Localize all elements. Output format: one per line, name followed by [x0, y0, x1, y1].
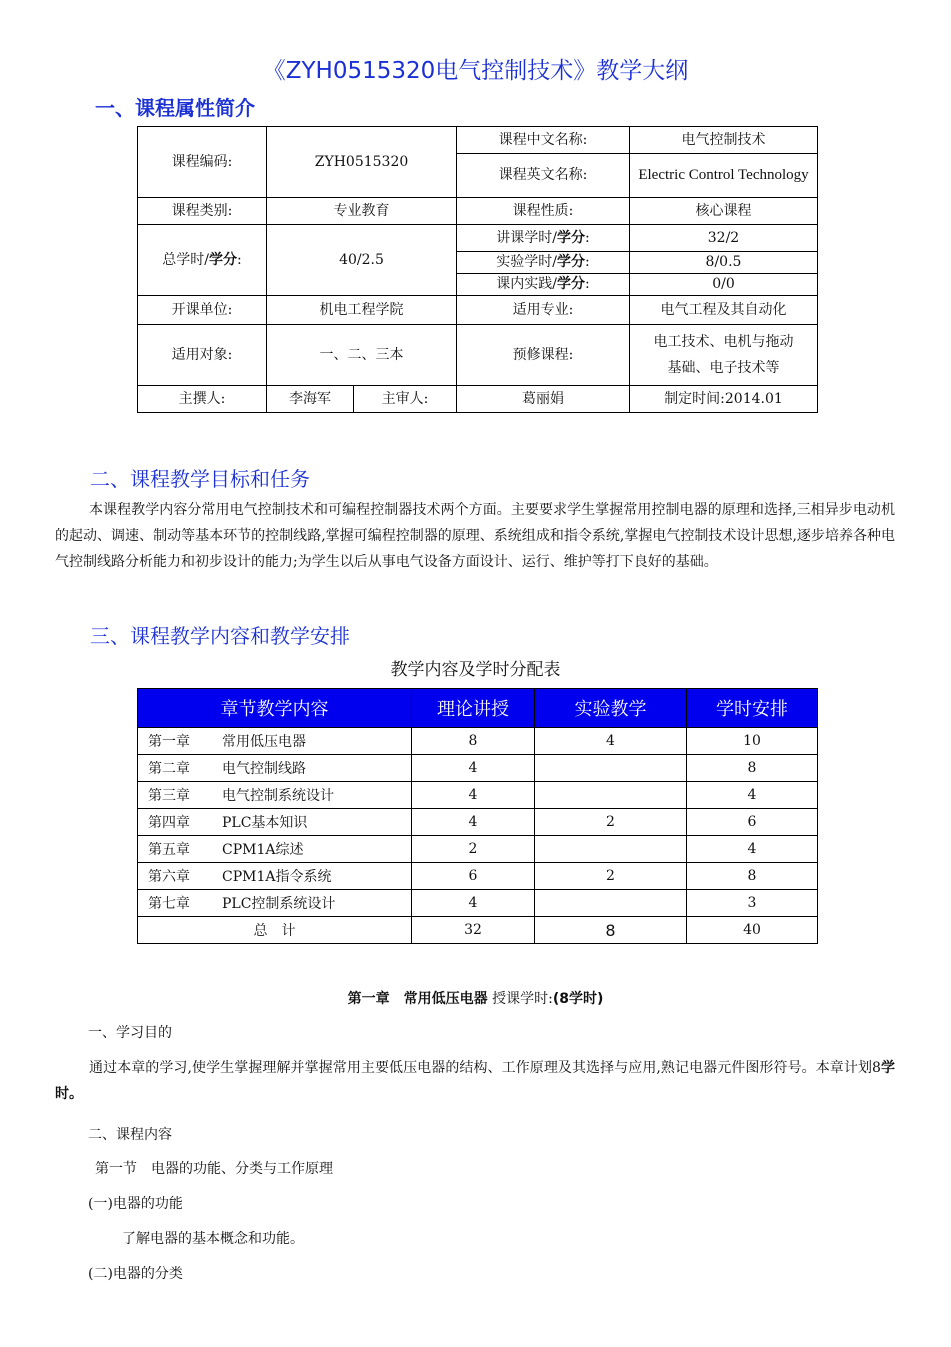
- content-heading: 二、课程内容: [88, 1127, 172, 1143]
- lab-cell: 2: [535, 809, 687, 836]
- theory-cell: 4: [412, 782, 535, 809]
- lab-cell: [535, 836, 687, 863]
- theory-cell: 2: [412, 836, 535, 863]
- goal-paragraph: 通过本章的学习,使学生掌握理解并掌握常用主要低压电器的结构、工作原理及其选择与应用,熟记电器元件图形符号。本章计划8学时。: [55, 1060, 895, 1102]
- header-hours: 学时安排: [687, 689, 818, 728]
- target-value: 一、二、三本: [267, 325, 457, 386]
- major-value: 电气工程及其自动化: [630, 296, 818, 325]
- chapter-cell: 第五章 CPM1A综述: [138, 836, 412, 863]
- total-cell: 4: [687, 836, 818, 863]
- section-heading-course-attributes: 一、课程属性简介: [95, 96, 255, 120]
- chapter-cell: 第二章 电气控制线路: [138, 755, 412, 782]
- total-hours-label: 总学时/学分:: [138, 225, 267, 296]
- total-cell: 10: [687, 728, 818, 755]
- total-cell: 4: [687, 782, 818, 809]
- chapter-title-bold: 第一章 常用低压电器: [347, 991, 488, 1007]
- cn-name-value: 电气控制技术: [630, 127, 818, 154]
- schedule-row: [138, 863, 818, 890]
- reviewer-label: 主审人:: [354, 386, 457, 413]
- theory-cell: 8: [412, 728, 535, 755]
- target-label: 适用对象:: [138, 325, 267, 386]
- prereq-line-1: 电工技术、电机与拖动: [653, 334, 794, 350]
- schedule-row: [138, 809, 818, 836]
- en-name-label: 课程英文名称:: [457, 154, 630, 198]
- course-info-table: [137, 126, 818, 413]
- cn-name-label: 课程中文名称:: [457, 127, 630, 154]
- total-lab: 8: [535, 917, 687, 944]
- total-label: 总 计: [138, 917, 412, 944]
- nature-label: 课程性质:: [457, 198, 630, 225]
- major-label: 适用专业:: [457, 296, 630, 325]
- total-cell: 6: [687, 809, 818, 836]
- total-cell: 8: [687, 863, 818, 890]
- schedule-row: [138, 782, 818, 809]
- goal-heading: 一、学习目的: [88, 1025, 172, 1041]
- chapter-cell: 第四章 PLC基本知识: [138, 809, 412, 836]
- nature-value: 核心课程: [630, 198, 818, 225]
- subsection-1-text: 了解电器的基本概念和功能。: [122, 1231, 304, 1247]
- prereq-value: [630, 325, 818, 386]
- header-lab: 实验教学: [535, 689, 687, 728]
- schedule-row: [138, 755, 818, 782]
- schedule-caption: 教学内容及学时分配表: [390, 660, 561, 680]
- en-name-value: Electric Control Technology: [630, 154, 818, 198]
- theory-cell: 4: [412, 890, 535, 917]
- practice-hours-value: 0/0: [630, 274, 818, 296]
- total-cell: 3: [687, 890, 818, 917]
- lab-hours-label: 实验学时/学分:: [457, 252, 630, 274]
- lecture-hours-value: 32/2: [630, 225, 818, 252]
- chapter-title-hours: (8学时): [552, 991, 604, 1007]
- prereq-label: 预修课程:: [457, 325, 630, 386]
- subsection-2-heading: (二)电器的分类: [88, 1266, 183, 1282]
- lab-cell: 2: [535, 863, 687, 890]
- schedule-table: [137, 688, 818, 944]
- lab-hours-value: 8/0.5: [630, 252, 818, 274]
- author-label: 主撰人:: [138, 386, 267, 413]
- total-hours: 40: [687, 917, 818, 944]
- section-heading-goals: 二、课程教学目标和任务: [90, 467, 310, 491]
- header-theory: 理论讲授: [412, 689, 535, 728]
- code-value: ZYH0515320: [267, 127, 457, 198]
- practice-hours-label: 课内实践/学分:: [457, 274, 630, 296]
- schedule-row: [138, 728, 818, 755]
- code-label: 课程编码:: [138, 127, 267, 198]
- theory-cell: 6: [412, 863, 535, 890]
- theory-cell: 4: [412, 809, 535, 836]
- type-value: 专业教育: [267, 198, 457, 225]
- schedule-row: [138, 836, 818, 863]
- type-label: 课程类别:: [138, 198, 267, 225]
- total-hours-value: 40/2.5: [267, 225, 457, 296]
- lab-cell: 4: [535, 728, 687, 755]
- lab-cell: [535, 890, 687, 917]
- chapter-cell: 第三章 电气控制系统设计: [138, 782, 412, 809]
- chapter-title: [0, 988, 951, 1008]
- date-cell: 制定时间:2014.01: [630, 386, 818, 413]
- chapter-cell: 第七章 PLC控制系统设计: [138, 890, 412, 917]
- chapter-cell: 第六章 CPM1A指令系统: [138, 863, 412, 890]
- section-1-heading: 第一节 电器的功能、分类与工作原理: [95, 1161, 333, 1177]
- goals-paragraph: 本课程教学内容分常用电气控制技术和可编程控制器技术两个方面。主要要求学生掌握常用控制电器的原理和选择,三相异步电动机的起动、调速、制动等基本环节的控制线路,掌握可编程控制器的原理、系统组成和指令系统,掌握电气控制技术设计思想,逐步培养各种电气控制线路分析能力和初步设计的能力;为学生以后从事电气设备方面设计、运行、维护等打下良好的基础。: [55, 502, 895, 570]
- prereq-line-2: 基础、电子技术等: [667, 360, 780, 376]
- author-value: 李海军: [267, 386, 354, 413]
- lab-cell: [535, 782, 687, 809]
- total-cell: 8: [687, 755, 818, 782]
- document-title: 《ZYH0515320电气控制技术》教学大纲: [262, 58, 689, 84]
- reviewer-value: 葛丽娟: [457, 386, 630, 413]
- header-content: 章节教学内容: [138, 689, 412, 728]
- lab-cell: [535, 755, 687, 782]
- total-theory: 32: [412, 917, 535, 944]
- unit-label: 开课单位:: [138, 296, 267, 325]
- unit-value: 机电工程学院: [267, 296, 457, 325]
- section-heading-content: 三、课程教学内容和教学安排: [90, 624, 350, 648]
- theory-cell: 4: [412, 755, 535, 782]
- chapter-title-hours-label: 授课学时:: [487, 991, 553, 1007]
- chapter-cell: 第一章 常用低压电器: [138, 728, 412, 755]
- lecture-hours-label: 讲课学时/学分:: [457, 225, 630, 252]
- schedule-row: [138, 890, 818, 917]
- subsection-1-heading: (一)电器的功能: [88, 1196, 183, 1212]
